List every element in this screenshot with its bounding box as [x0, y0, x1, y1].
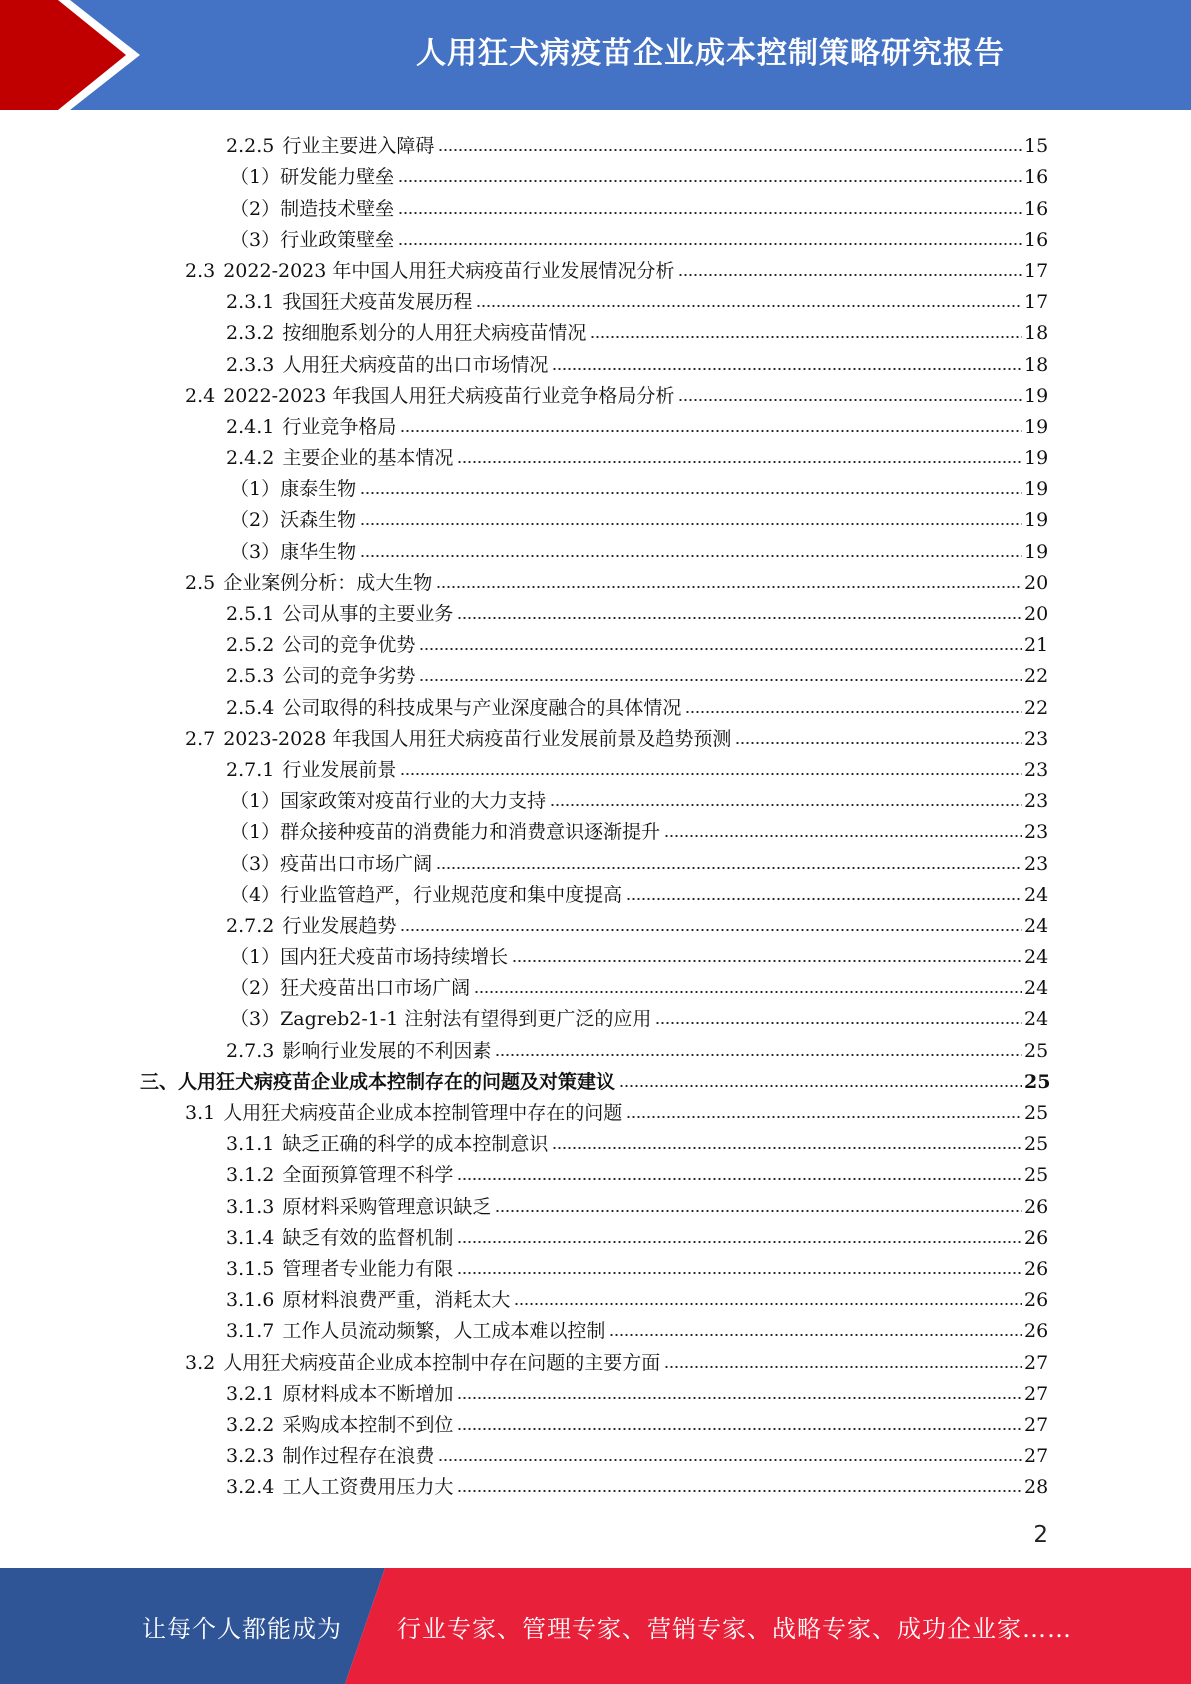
toc-entry-title [226, 1226, 455, 1250]
toc-entry-number: 3.2.2 [226, 1413, 275, 1436]
toc-entry-title [226, 1039, 493, 1063]
toc-page-number: 27 [1024, 1445, 1049, 1468]
toc-page-number: 26 [1024, 1320, 1049, 1343]
toc-dot-leader [514, 1282, 1022, 1306]
toc-entry-title [226, 914, 398, 938]
toc-dot-leader [419, 658, 1022, 682]
toc-entry-label: 疫苗出口市场广阔 [280, 852, 433, 875]
toc-entry-number: （3） [230, 852, 281, 875]
toc-entry-label: 制造技术壁垒 [280, 197, 395, 220]
toc-dot-leader [398, 191, 1022, 215]
toc-entry-number: （1） [230, 478, 281, 501]
toc-entry-title [226, 321, 588, 345]
toc-entry-number: 2.7.2 [226, 914, 275, 937]
toc-entry[interactable] [140, 876, 1048, 907]
toc-page-number: 27 [1024, 1382, 1049, 1405]
toc-dot-leader [495, 1189, 1022, 1213]
toc-entry-label: 行业发展前景 [282, 758, 397, 781]
toc-entry-label: 缺乏正确的科学的成本控制意识 [282, 1133, 549, 1156]
toc-page-number: 18 [1024, 353, 1049, 376]
footer-slogan-right: 行业专家、管理专家、营销专家、战略专家、成功企业家…… [397, 1614, 1072, 1643]
toc-entry-title [226, 415, 398, 439]
toc-page-number: 19 [1024, 540, 1049, 563]
toc-entry-number: 3.2 [185, 1351, 216, 1374]
toc-entry-label: Zagreb2-1-1 注射法有望得到更广泛的应用 [280, 1008, 652, 1031]
toc-entry-number: 2.7.1 [226, 758, 275, 781]
toc-page-number: 17 [1024, 259, 1049, 282]
toc-entry[interactable] [140, 907, 1048, 938]
toc-entry-title [226, 134, 436, 158]
toc-page-number: 24 [1024, 914, 1049, 937]
toc-entry[interactable] [140, 252, 1048, 283]
toc-dot-leader [360, 534, 1022, 558]
toc-dot-leader [360, 471, 1022, 495]
toc-entry[interactable] [140, 501, 1048, 532]
toc-entry-label: 影响行业发展的不利因素 [282, 1039, 492, 1062]
toc-entry-label: 原材料浪费严重，消耗太大 [282, 1289, 511, 1312]
toc-entry-label: 工人工资费用压力大 [282, 1476, 454, 1499]
toc-entry[interactable] [140, 657, 1048, 688]
toc-dot-leader [655, 1001, 1022, 1025]
toc-entry-title [226, 1475, 455, 1499]
toc-entry-number: 2.3 [185, 259, 216, 282]
toc-entry[interactable] [140, 751, 1048, 782]
toc-dot-leader [678, 378, 1022, 402]
toc-page-number: 25 [1024, 1039, 1049, 1062]
toc-entry-label: 缺乏有效的监督机制 [282, 1226, 454, 1249]
toc-page-number: 26 [1024, 1195, 1049, 1218]
toc-page-number: 23 [1024, 790, 1049, 813]
toc-dot-leader [552, 1126, 1022, 1150]
toc-dot-leader [400, 752, 1022, 776]
toc-entry-title [185, 384, 676, 408]
toc-entry-label: 沃森生物 [280, 509, 357, 532]
toc-entry-label: 人用狂犬病疫苗企业成本控制管理中存在的问题 [223, 1102, 623, 1124]
toc-dot-leader [400, 409, 1022, 433]
toc-entry[interactable] [140, 127, 1048, 158]
toc-page-number: 21 [1024, 634, 1049, 657]
toc-entry-number: 3.2.1 [226, 1382, 275, 1405]
toc-page-number: 28 [1024, 1476, 1049, 1499]
toc-entry-label: 群众接种疫苗的消费能力和消费意识逐渐提升 [280, 821, 661, 844]
footer-slogan-left: 让每个人都能成为 [142, 1614, 342, 1643]
toc-page-number: 24 [1024, 1008, 1049, 1031]
toc-entry-title [185, 571, 434, 595]
toc-entry-number: 2.4 [185, 384, 216, 407]
toc-entry-label: 人用狂犬病疫苗企业成本控制存在的问题及对策建议 [178, 1070, 616, 1093]
toc-entry-number: 3.1.2 [226, 1164, 275, 1187]
toc-entry-title [185, 259, 676, 283]
toc-entry-label: 行业主要进入障碍 [282, 135, 435, 158]
toc-entry[interactable] [140, 564, 1048, 595]
toc-entry-label: 行业政策壁垒 [280, 228, 395, 251]
toc-entry[interactable] [140, 1468, 1048, 1499]
toc-dot-leader [457, 1157, 1022, 1181]
toc-entry-label: 康泰生物 [280, 478, 357, 501]
toc-entry-title [230, 165, 396, 189]
toc-entry-number: （1） [230, 790, 281, 813]
toc-page-number: 24 [1024, 977, 1049, 1000]
toc-entry-title [230, 820, 662, 844]
toc-entry-number: 3.2.3 [226, 1445, 275, 1468]
page-footer [0, 1568, 1191, 1684]
toc-entry-title [226, 290, 474, 314]
toc-entry-title [230, 540, 358, 564]
toc-entry[interactable] [140, 1000, 1048, 1031]
toc-entry-title [230, 508, 358, 532]
toc-entry-label: 国家政策对疫苗行业的大力支持 [280, 790, 547, 813]
toc-entry-label: 我国狂犬疫苗发展历程 [282, 291, 473, 314]
toc-entry[interactable] [140, 1094, 1048, 1125]
toc-dot-leader [678, 253, 1022, 277]
page-number: 2 [1033, 1522, 1048, 1548]
toc-entry[interactable] [140, 345, 1048, 376]
toc-page-number: 16 [1024, 228, 1049, 251]
toc-entry[interactable] [140, 626, 1048, 657]
toc-entry-title [230, 1007, 653, 1031]
toc-entry-label: 按细胞系划分的人用狂犬病疫苗情况 [282, 322, 587, 345]
toc-dot-leader [419, 627, 1022, 651]
toc-page-number: 24 [1024, 883, 1049, 906]
toc-entry-number: （1） [230, 821, 281, 844]
toc-entry-title [226, 353, 550, 377]
toc-entry-title [226, 1195, 493, 1219]
toc-entry-number: 3.1.6 [226, 1289, 275, 1312]
toc-entry-title [185, 1101, 624, 1125]
toc-entry[interactable] [140, 1063, 1051, 1094]
toc-entry-title [226, 602, 455, 626]
toc-entry[interactable] [140, 221, 1048, 252]
toc-entry-number: 2.7 [185, 727, 216, 750]
toc-entry[interactable] [140, 595, 1048, 626]
toc-entry[interactable] [140, 158, 1048, 189]
toc-entry-label: 行业监管趋严，行业规范度和集中度提高 [280, 883, 623, 906]
toc-entry[interactable] [140, 439, 1048, 470]
toc-page-number: 20 [1024, 603, 1049, 625]
toc-entry-title [226, 1288, 512, 1312]
toc-entry-title [226, 1413, 455, 1437]
toc-page-number: 23 [1024, 852, 1049, 875]
toc-entry-title [140, 1070, 617, 1094]
toc-entry-title [226, 1382, 455, 1406]
toc-entry-title [226, 1132, 550, 1156]
toc-dot-leader [685, 690, 1022, 714]
toc-page-number: 15 [1024, 135, 1049, 158]
toc-entry-number: 2.4.2 [226, 447, 275, 470]
toc-dot-leader [436, 846, 1022, 870]
toc-dot-leader [360, 502, 1022, 526]
toc-page-number: 24 [1024, 946, 1049, 969]
toc-entry[interactable] [140, 1375, 1048, 1406]
toc-page-number: 22 [1024, 696, 1049, 719]
toc-entry[interactable] [140, 1156, 1048, 1187]
toc-entry-number: （3） [230, 228, 281, 251]
toc-entry-title [230, 976, 472, 1000]
toc-entry-label: 管理者专业能力有限 [282, 1257, 454, 1280]
toc-dot-leader [735, 721, 1022, 745]
toc-entry-number: 3.1.5 [226, 1257, 275, 1280]
toc-entry-label: 行业发展趋势 [282, 914, 397, 937]
toc-entry-label: 狂犬疫苗出口市场广阔 [280, 977, 471, 1000]
toc-entry-label: 国内狂犬疫苗市场持续增长 [280, 946, 509, 969]
toc-dot-leader [438, 128, 1022, 152]
toc-dot-leader [626, 877, 1022, 901]
toc-entry-label: 采购成本控制不到位 [282, 1413, 454, 1436]
toc-dot-leader [457, 596, 1022, 620]
toc-entry[interactable] [140, 813, 1048, 844]
toc-entry-title [226, 1444, 436, 1468]
toc-dot-leader [626, 1095, 1022, 1119]
toc-dot-leader [457, 1376, 1022, 1400]
toc-entry-title [226, 446, 455, 470]
toc-entry[interactable] [140, 844, 1048, 875]
toc-dot-leader [400, 908, 1022, 932]
toc-page-number: 19 [1024, 447, 1049, 470]
toc-page-number: 25 [1024, 1133, 1049, 1156]
toc-page-number: 17 [1024, 291, 1049, 314]
toc-page-number: 26 [1024, 1257, 1049, 1280]
toc-entry-number: 3.2.4 [226, 1476, 275, 1499]
toc-entry-label: 人用狂犬病疫苗的出口市场情况 [282, 353, 549, 376]
toc-entry[interactable] [140, 1437, 1048, 1468]
toc-entry-title [230, 789, 548, 813]
toc-dot-leader [550, 783, 1022, 807]
toc-dot-leader [609, 1313, 1022, 1337]
toc-entry-title [226, 1257, 455, 1281]
toc-entry[interactable] [140, 938, 1048, 969]
toc-entry[interactable] [140, 1343, 1048, 1374]
toc-entry-label: 主要企业的基本情况 [282, 447, 454, 470]
toc-entry-title [185, 727, 733, 751]
toc-entry-title [226, 633, 417, 657]
toc-entry-title [226, 696, 683, 720]
toc-entry-number: （3） [230, 1008, 281, 1031]
toc-entry-label: 2023-2028 年我国人用狂犬病疫苗行业发展前景及趋势预测 [223, 727, 732, 750]
toc-page-number: 27 [1024, 1413, 1049, 1436]
table-of-contents [140, 127, 1051, 1499]
toc-dot-leader [590, 315, 1022, 339]
toc-entry-number: 2.4.1 [226, 415, 275, 438]
toc-entry-number: 2.5.2 [226, 634, 275, 657]
toc-page-number: 20 [1024, 571, 1049, 594]
toc-entry-label: 公司取得的科技成果与产业深度融合的具体情况 [282, 696, 682, 719]
toc-entry-number: 3.1.7 [226, 1320, 275, 1343]
toc-entry-label: 2022-2023 年我国人用狂犬病疫苗行业竞争格局分析 [223, 384, 675, 407]
toc-page-number: 27 [1024, 1351, 1049, 1374]
toc-page-number: 26 [1024, 1226, 1049, 1249]
toc-entry[interactable] [140, 283, 1048, 314]
toc-entry-number: 2.7.3 [226, 1039, 275, 1062]
toc-page-number: 19 [1024, 478, 1049, 501]
toc-entry-title [230, 197, 396, 221]
toc-entry-title [230, 852, 434, 876]
toc-page-number: 22 [1024, 665, 1049, 688]
toc-dot-leader [619, 1064, 1022, 1088]
toc-page-number: 23 [1024, 727, 1049, 750]
toc-entry[interactable] [140, 1219, 1048, 1250]
document-title: 人用狂犬病疫苗企业成本控制策略研究报告 [416, 36, 1005, 71]
toc-entry[interactable] [140, 377, 1048, 408]
toc-entry[interactable] [140, 1406, 1048, 1437]
toc-entry-number: （1） [230, 166, 281, 189]
toc-dot-leader [512, 939, 1022, 963]
toc-entry[interactable] [140, 1125, 1048, 1156]
toc-page-number: 19 [1024, 509, 1049, 532]
toc-dot-leader [457, 440, 1022, 464]
toc-entry-number: （2） [230, 977, 281, 1000]
toc-entry-number: 3.1.4 [226, 1226, 275, 1249]
toc-page-number: 25 [1024, 1102, 1049, 1124]
toc-dot-leader [398, 159, 1022, 183]
toc-page-number: 19 [1024, 384, 1049, 407]
toc-entry[interactable] [140, 1250, 1048, 1281]
toc-entry-number: 2.3.3 [226, 353, 275, 376]
toc-entry[interactable] [140, 720, 1048, 751]
toc-entry-number: 2.2.5 [226, 135, 275, 158]
toc-entry[interactable] [140, 1312, 1048, 1343]
toc-page-number: 16 [1024, 166, 1049, 189]
toc-entry[interactable] [140, 408, 1048, 439]
toc-entry-title [230, 228, 396, 252]
toc-page-number: 25 [1024, 1164, 1049, 1187]
toc-entry-number: （3） [230, 540, 281, 563]
toc-dot-leader [457, 1469, 1022, 1493]
page-header [0, 0, 1191, 110]
toc-entry-number: （2） [230, 197, 281, 220]
toc-entry[interactable] [140, 532, 1048, 563]
toc-page-number: 23 [1024, 821, 1049, 844]
toc-entry[interactable] [140, 314, 1048, 345]
toc-entry-title [230, 883, 624, 907]
toc-entry-number: 3.1.3 [226, 1195, 275, 1218]
toc-dot-leader [457, 1220, 1022, 1244]
toc-entry-title [226, 1163, 455, 1187]
toc-entry-number: 3.1.1 [226, 1133, 275, 1156]
toc-entry[interactable] [140, 969, 1048, 1000]
toc-entry-number: 2.5.4 [226, 696, 275, 719]
toc-entry-label: 研发能力壁垒 [280, 166, 395, 189]
toc-entry[interactable] [140, 782, 1048, 813]
toc-dot-leader [398, 222, 1022, 246]
toc-entry[interactable] [140, 688, 1048, 719]
toc-entry-number: 2.5.1 [226, 603, 275, 625]
toc-entry-label: 公司从事的主要业务 [282, 603, 454, 625]
toc-entry-title [226, 664, 417, 688]
toc-entry-number: 2.5.3 [226, 665, 275, 688]
header-arrow-decoration [0, 0, 160, 110]
toc-entry-title [230, 945, 510, 969]
toc-dot-leader [552, 347, 1022, 371]
toc-entry-number: 三、 [140, 1070, 179, 1093]
toc-entry-label: 全面预算管理不科学 [282, 1164, 454, 1187]
toc-dot-leader [474, 970, 1022, 994]
toc-entry-title [226, 758, 398, 782]
toc-entry-label: 工作人员流动频繁，人工成本难以控制 [282, 1320, 606, 1343]
toc-dot-leader [438, 1438, 1022, 1462]
toc-entry-label: 人用狂犬病疫苗企业成本控制中存在问题的主要方面 [223, 1351, 661, 1374]
toc-dot-leader [476, 284, 1022, 308]
toc-entry-label: 2022-2023 年中国人用狂犬病疫苗行业发展情况分析 [223, 259, 675, 282]
toc-entry-label: 公司的竞争劣势 [282, 665, 416, 688]
toc-entry-title [226, 1319, 607, 1343]
toc-page-number: 19 [1024, 415, 1049, 438]
toc-entry-number: 2.3.1 [226, 291, 275, 314]
toc-entry[interactable] [140, 1031, 1048, 1062]
toc-page-number: 23 [1024, 758, 1049, 781]
toc-entry-number: 2.3.2 [226, 322, 275, 345]
toc-entry[interactable] [140, 1187, 1048, 1218]
toc-page-number: 18 [1024, 322, 1049, 345]
toc-entry-number: （2） [230, 509, 281, 532]
toc-entry-label: 原材料采购管理意识缺乏 [282, 1195, 492, 1218]
toc-entry-label: 原材料成本不断增加 [282, 1382, 454, 1405]
toc-entry-label: 行业竞争格局 [282, 415, 397, 438]
toc-entry-number: 3.1 [185, 1102, 216, 1124]
toc-entry-label: 康华生物 [280, 540, 357, 563]
toc-entry-title [185, 1351, 662, 1375]
toc-page-number: 26 [1024, 1289, 1049, 1312]
toc-entry-number: （4） [230, 883, 281, 906]
toc-page-number: 16 [1024, 197, 1049, 220]
toc-entry-number: （1） [230, 946, 281, 969]
toc-entry[interactable] [140, 189, 1048, 220]
toc-dot-leader [436, 565, 1022, 589]
toc-dot-leader [664, 814, 1022, 838]
toc-dot-leader [457, 1251, 1022, 1275]
toc-dot-leader [457, 1407, 1022, 1431]
toc-entry[interactable] [140, 470, 1048, 501]
toc-entry-label: 企业案例分析：成大生物 [223, 571, 433, 594]
toc-dot-leader [495, 1033, 1022, 1057]
toc-entry-title [230, 477, 358, 501]
toc-entry-label: 制作过程存在浪费 [282, 1445, 435, 1468]
toc-entry-number: 2.5 [185, 571, 216, 594]
toc-dot-leader [664, 1345, 1022, 1369]
toc-entry-label: 公司的竞争优势 [282, 634, 416, 657]
toc-entry[interactable] [140, 1281, 1048, 1312]
toc-page-number: 25 [1024, 1070, 1051, 1093]
